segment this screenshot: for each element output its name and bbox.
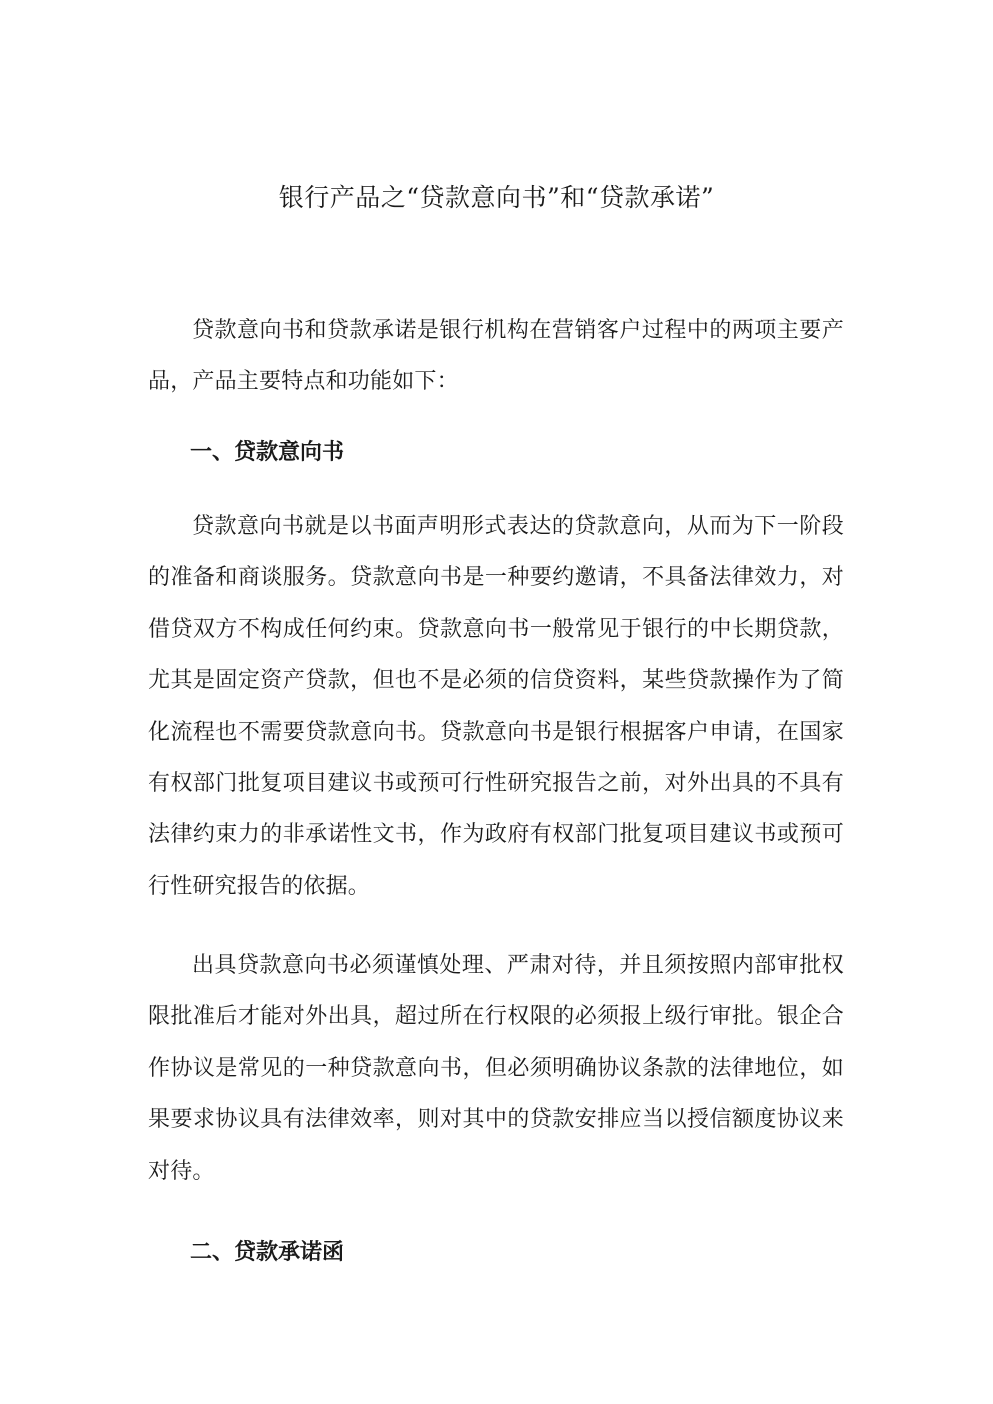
- loan-intent-paragraph-1: 贷款意向书就是以书面声明形式表达的贷款意向，从而为下一阶段的准备和商谈服务。贷款意向书是一种要约邀请，不具备法律效力，对借贷双方不构成任何约束。贷款意向书一般常见于银行的中长期贷款，尤其是固定资产贷款，但也不是必须的信贷资料，某些贷款操作为了简化流程也不需要贷款意向书。贷款意向书是银行根据客户申请，在国家有权部门批复项目建议书或预可行性研究报告之前，对外出具的不具有法律约束力的非承诺性文书，作为政府有权部门批复项目建议书或预可行性研究报告的依据。: [148, 514, 844, 899]
- intro-paragraph: 贷款意向书和贷款承诺是银行机构在营销客户过程中的两项主要产品，产品主要特点和功能如下：: [148, 318, 844, 395]
- document-title: 银行产品之“贷款意向书”和“贷款承诺”: [278, 183, 715, 212]
- section-heading-loan-intent-letter: 一、贷款意向书: [190, 439, 345, 465]
- loan-intent-paragraph-2: 出具贷款意向书必须谨慎处理、严肃对待，并且须按照内部审批权限批准后才能对外出具，超过所在行权限的必须报上级行审批。银企合作协议是常见的一种贷款意向书，但必须明确协议条款的法律地位，如果要求协议具有法律效率，则对其中的贷款安排应当以授信额度协议来对待。: [148, 953, 844, 1184]
- section-heading-loan-commitment-letter: 二、贷款承诺函: [190, 1239, 345, 1265]
